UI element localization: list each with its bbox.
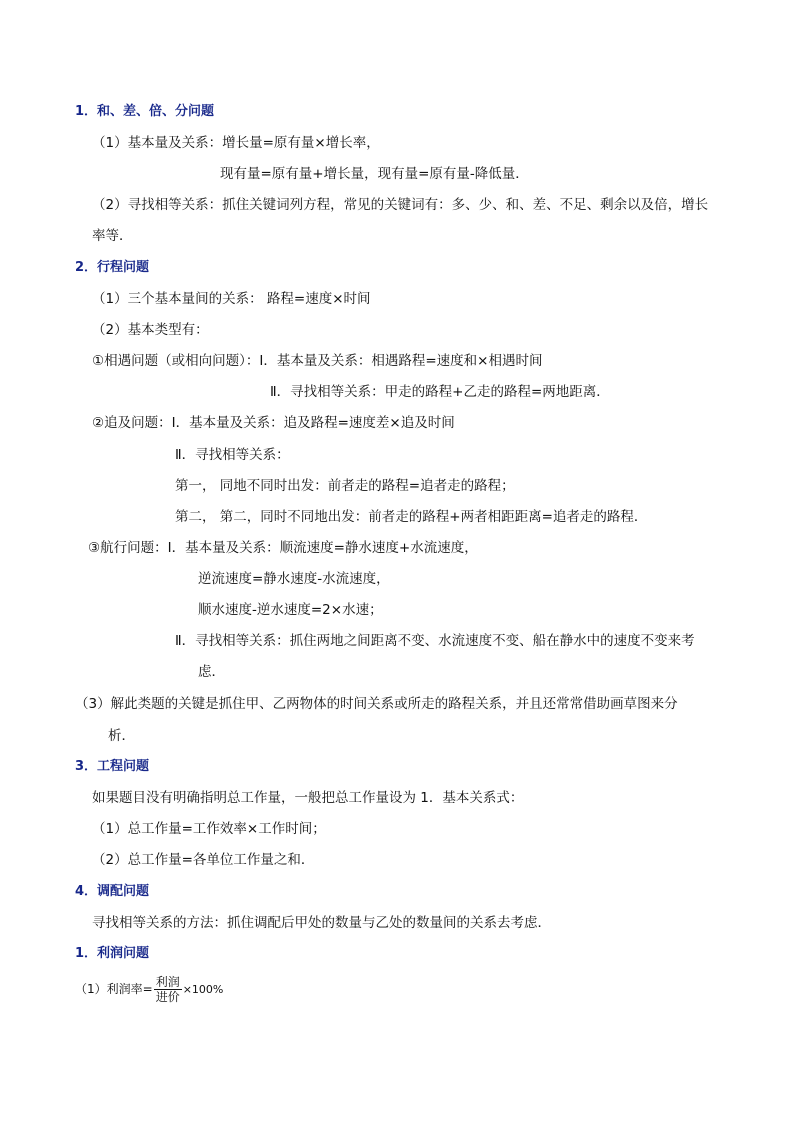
section-title-profit: 1．利润问题 bbox=[75, 946, 150, 961]
formula-suffix: ×100% bbox=[182, 983, 224, 996]
section-title-sum-difference: 1．和、差、倍、分问题 bbox=[75, 104, 215, 119]
text-line: 率等． bbox=[92, 228, 133, 244]
text-line: 第一， 同地不同时出发：前者走的路程=追者走的路程； bbox=[175, 478, 515, 494]
text-line: （2）寻找相等关系：抓住关键词列方程，常见的关键词有：多、少、和、差、不足、剩余以及倍，增长 bbox=[92, 197, 709, 213]
text-line: ③航行问题：Ⅰ．基本量及关系：顺流速度=静水速度+水流速度， bbox=[88, 540, 478, 556]
formula-prefix: （1）利润率= bbox=[75, 982, 153, 996]
text-line: 如果题目没有明确指明总工作量，一般把总工作量设为 1．基本关系式： bbox=[92, 790, 524, 806]
text-line: Ⅱ．寻找相等关系： bbox=[175, 447, 290, 463]
text-line: 现有量=原有量+增长量，现有量=原有量-降低量． bbox=[220, 166, 529, 182]
text-line: （2）总工作量=各单位工作量之和． bbox=[92, 852, 315, 868]
fraction-denominator: 进价 bbox=[155, 990, 180, 1004]
text-line: （1）三个基本量间的关系： 路程=速度×时间 bbox=[92, 291, 371, 307]
text-line: （2）基本类型有： bbox=[92, 322, 209, 338]
text-line: （1）总工作量=工作效率×工作时间； bbox=[92, 821, 326, 837]
section-title-travel: 2．行程问题 bbox=[75, 260, 150, 275]
section-title-allocation: 4．调配问题 bbox=[75, 884, 150, 899]
section-title-work: 3．工程问题 bbox=[75, 759, 150, 774]
text-line: 虑． bbox=[198, 664, 225, 680]
text-line: 析． bbox=[108, 728, 135, 744]
text-line: 顺水速度-逆水速度=2×水速； bbox=[198, 602, 383, 618]
text-line: （3）解此类题的关键是抓住甲、乙两物体的时间关系或所走的路程关系，并且还常常借助画草图来分 bbox=[75, 696, 678, 712]
text-line: （1）基本量及关系：增长量=原有量×增长率， bbox=[92, 135, 380, 151]
profit-rate-formula bbox=[75, 975, 223, 1004]
text-line: ②追及问题：Ⅰ．基本量及关系：追及路程=速度差×追及时间 bbox=[92, 415, 455, 431]
text-line: 逆流速度=静水速度-水流速度， bbox=[198, 571, 390, 587]
text-line: 第二， 第二，同时不同地出发：前者走的路程+两者相距距离=追者走的路程． bbox=[175, 509, 648, 525]
text-line: Ⅱ．寻找相等关系：甲走的路程+乙走的路程=两地距离． bbox=[270, 384, 610, 400]
text-line: ①相遇问题（或相向问题）：Ⅰ．基本量及关系：相遇路程=速度和×相遇时间 bbox=[92, 353, 543, 369]
fraction-numerator: 利润 bbox=[155, 975, 180, 989]
fraction bbox=[154, 975, 182, 1004]
text-line: Ⅱ．寻找相等关系：抓住两地之间距离不变、水流速度不变、船在静水中的速度不变来考 bbox=[175, 633, 695, 649]
text-line: 寻找相等关系的方法：抓住调配后甲处的数量与乙处的数量间的关系去考虑． bbox=[92, 915, 551, 931]
